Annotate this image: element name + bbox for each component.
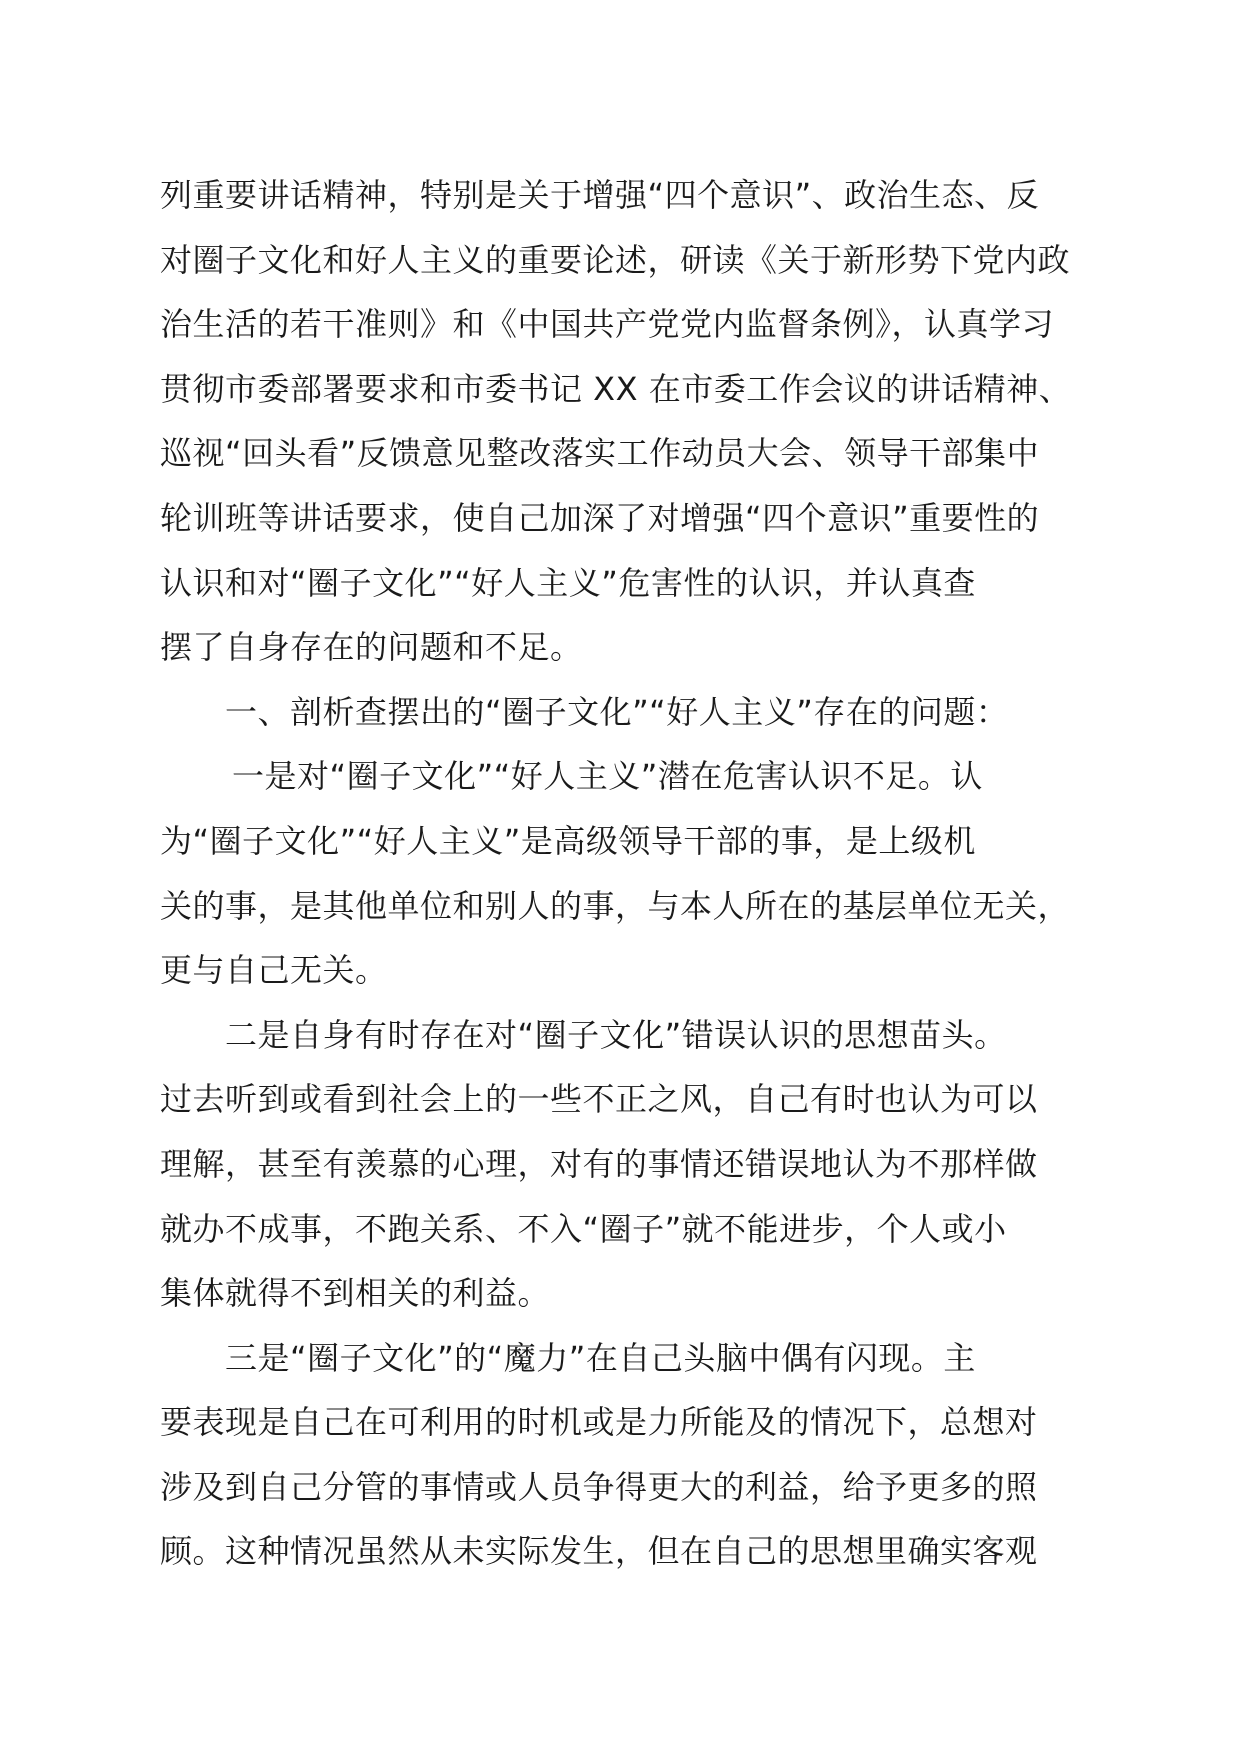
text-line: 涉及到自己分管的事情或人员争得更大的利益，给予更多的照 [160,1467,1038,1506]
text-line: 集体就得不到相关的利益。 [160,1274,551,1313]
text-line: 对圈子文化和好人主义的重要论述，研读《关于新形势下党内政 [160,240,1071,279]
text-line: 理解，甚至有羡慕的心理，对有的事情还错误地认为不那样做 [160,1144,1038,1183]
text-line: 认识和对“圈子文化”“好人主义”危害性的认识，并认真查 [160,563,976,602]
text-line: 贯彻市委部署要求和市委书记 XX 在市委工作会议的讲话精神、 [160,369,1072,408]
text-line: 为“圈子文化”“好人主义”是高级领导干部的事，是上级机 [160,821,976,860]
text-line: 关的事，是其他单位和别人的事，与本人所在的基层单位无关， [160,886,1071,925]
paragraph-start: 一是对“圈子文化”“好人主义”潜在危害认识不足。认 [232,757,983,796]
text-line: 摆了自身存在的问题和不足。 [160,628,583,667]
paragraph-start: 三是“圈子文化”的“魔力”在自己头脑中偶有闪现。主 [225,1338,976,1377]
text-line: 就办不成事，不跑关系、不入“圈子”就不能进步，个人或小 [160,1209,1007,1248]
text-line: 巡视“回头看”反馈意见整改落实工作动员大会、领导干部集中 [160,434,1040,473]
text-line: 列重要讲话精神，特别是关于增强“四个意识”、政治生态、反 [160,176,1040,214]
paragraph-start: 二是自身有时存在对“圈子文化”错误认识的思想苗头。 [225,1015,1007,1054]
section-heading: 一、剖析查摆出的“圈子文化”“好人主义”存在的问题： [225,692,1009,731]
text-line: 更与自己无关。 [160,951,388,990]
document-body [160,163,1120,1584]
text-line: 顾。这种情况虽然从未实际发生，但在自己的思想里确实客观 [160,1532,1038,1571]
text-line: 治生活的若干准则》和《中国共产党党内监督条例》，认真学习 [160,305,1055,344]
text-line: 过去听到或看到社会上的一些不正之风，自己有时也认为可以 [160,1080,1038,1119]
text-line: 要表现是自己在可利用的时机或是力所能及的情况下，总想对 [160,1403,1038,1442]
text-line: 轮训班等讲话要求，使自己加深了对增强“四个意识”重要性的 [160,498,1040,537]
